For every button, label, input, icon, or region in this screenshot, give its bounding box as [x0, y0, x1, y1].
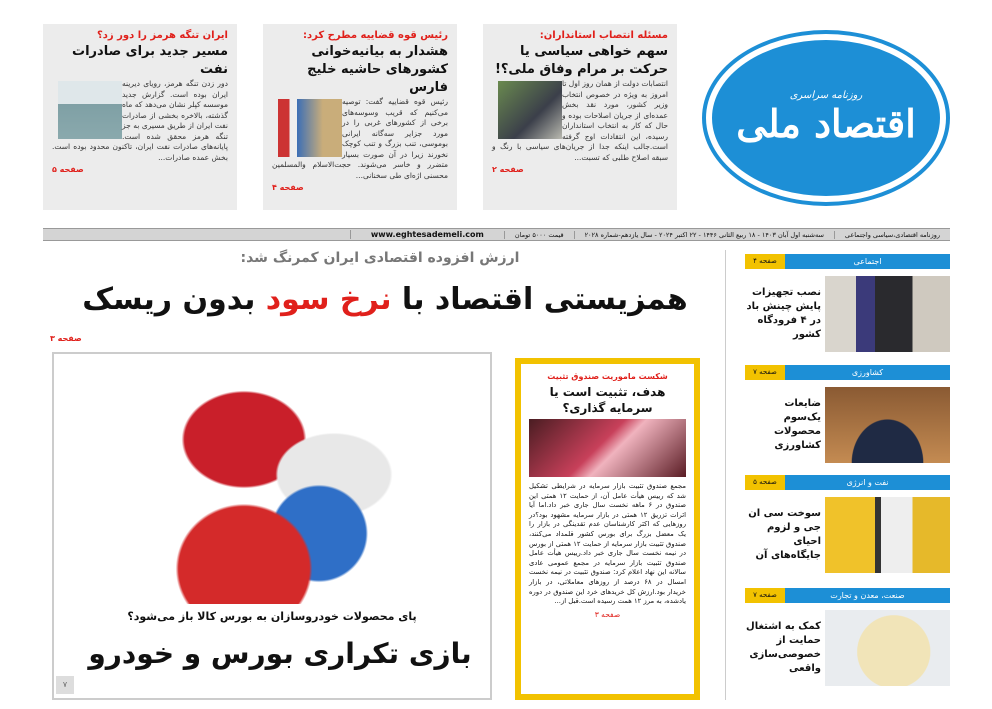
story-kicker: ایران تنگه هرمز را دور زد؟ — [96, 30, 228, 41]
section-photo — [825, 497, 950, 573]
section-headline[interactable]: کمک به اشتغال حمایت از خصوصی‌سازی واقعی — [746, 621, 821, 674]
column-divider — [725, 250, 726, 700]
masthead-logo[interactable] — [702, 30, 950, 206]
lead-title-part2: بدون ریسک — [82, 282, 266, 317]
section-photo — [825, 276, 950, 352]
price: قیمت ۵۰۰۰ تومان — [504, 231, 574, 239]
feature-page-link[interactable]: صفحه ۳ — [594, 609, 621, 619]
cars-story[interactable] — [52, 352, 492, 700]
section-page-link[interactable]: صفحه ۴ — [745, 254, 785, 269]
lead-headline[interactable] — [50, 280, 720, 320]
section-social[interactable] — [745, 254, 950, 362]
section-photo — [825, 387, 950, 463]
top-story-3[interactable] — [43, 24, 237, 210]
story-photo — [278, 99, 342, 157]
story-title[interactable]: هشدار به بیانیه‌خوانی کشورهای حاشیه خلیج فارس — [307, 44, 448, 95]
section-headline[interactable]: ضایعات یک‌سوم محصولات کشاورزی — [773, 398, 821, 451]
section-photo — [825, 610, 950, 686]
cars-title[interactable]: بازی تکراری بورس و خودرو — [88, 637, 472, 670]
paper-type: روزنامه اقتصادی،سیاسی واجتماعی — [834, 231, 950, 239]
story-page-link[interactable]: صفحه ۲ — [492, 165, 524, 174]
section-headline[interactable]: سوخت سی ان جی و لزوم احیای جایگاه‌های آن — [748, 508, 821, 561]
issue-date: سه‌شنبه اول آبان ۱۴۰۳ - ۱۸ ربیع الثانی ۱۴۴۶ - ۲۲ اکتبر ۲۰۲۴ - سال یازدهم-شماره ۲۰۲۸ — [574, 231, 834, 239]
section-oil-energy[interactable] — [745, 475, 950, 583]
section-name[interactable]: اجتماعی — [853, 257, 882, 266]
story-page-link[interactable]: صفحه ۴ — [272, 183, 304, 192]
lead-title-highlight: نرخ سود — [265, 282, 392, 317]
lead-kicker: ارزش افزوده اقتصادی ایران کمرنگ شد: — [240, 250, 520, 266]
section-page-link[interactable]: صفحه ۷ — [745, 588, 785, 603]
cars-kicker: پای محصولات خودروسازان به بورس کالا باز می‌شود؟ — [127, 610, 417, 623]
story-photo — [58, 81, 122, 139]
feature-box[interactable] — [515, 358, 700, 700]
section-page-link[interactable]: صفحه ۵ — [745, 475, 785, 490]
story-body: دور زدن تنگه هرمز، رویای دیرینه ایران بوده است. گزارش جدید موسسه کپلر نشان می‌دهد که ماه گذشته، بالاخره بخشی از صادرات نفت ایران از طریق مسیری به جز تنگه هرمز محقق شده است. پایانه‌های صادرات نفت ایران، تاکنون محدود بوده است. بخش عمده صادرات... — [52, 79, 228, 162]
section-headline[interactable]: نصب تجهیزات پایش چینش باد در ۴ فرودگاه کشور — [746, 287, 821, 340]
masthead-name: اقتصاد ملی — [736, 101, 916, 146]
feature-body: مجمع صندوق تثبیت بازار سرمایه در شرایطی تشکیل شد که رییس هیأت عامل آن، از حمایت ۱۲ همتی این صندوق در ۶ ماهه نخست سال جاری خبر داد.اما آیا اثرات تزریق ۱۲ همتی در بازار سرمایه مشهود بود؟در روزهایی که اکثر کارشناسان عدم تقدینگی در بازار را یک معضل بزرگ برای بورس کشور قلمداد می‌کنند، صندوق تثبیت بازار سرمایه از حمایت ۱۲ همتی از بورس در نیمه نخست سال جاری خبر داد.رییس هیأت عامل صندوق تثبیت بازار سرمایه در مجمع عمومی عادی سالانه این نهاد اعلام کرد: صندوق تثبیت در نیمه نخست امسال در ۶۸ درصد از روزهای معاملاتی، در بازار خریدار بود.ارزش کل خریدهای خرد این صندوق در دوره یادشده، به مرز ۱۲ همت رسیده است.قبل از... — [529, 482, 686, 606]
top-story-2[interactable] — [263, 24, 457, 210]
feature-photo — [529, 419, 686, 477]
story-kicker: رئیس قوه قضاییه مطرح کرد: — [303, 30, 448, 41]
section-name[interactable]: صنعت، معدن و تجارت — [830, 591, 905, 600]
website-link[interactable]: www.eghtesademeli.com — [350, 230, 504, 239]
section-industry-trade[interactable] — [745, 588, 950, 696]
story-kicker: مسئله انتصاب استانداران: — [539, 30, 668, 41]
cars-photo — [154, 369, 454, 604]
lead-page-link[interactable]: صفحه ۳ — [50, 334, 82, 343]
section-name[interactable]: کشاورزی — [851, 368, 884, 377]
story-body: رئیس قوه قضاییه گفت: توصیه می‌کنیم که قریب وسوسه‌های برخی از کشورهای غربی را در مورد جزایر سه‌گانه ایرانی بوموسی، تنب بزرگ و تنب کوچک نخورند زیرا در آن صورت بسیار متضرر و خاسر می‌شوند. حجت‌الاسلام والمسلمین محسنی اژه‌ای طی سخنانی... — [272, 97, 448, 180]
feature-kicker: شکست ماموریت صندوق تثبیت — [547, 372, 668, 381]
story-title[interactable]: مسیر جدید برای صادرات نفت — [72, 44, 228, 77]
section-page-link[interactable]: صفحه ۷ — [745, 365, 785, 380]
issue-info-bar — [43, 228, 950, 241]
cars-page-link[interactable]: ۷ — [56, 676, 74, 694]
section-agriculture[interactable] — [745, 365, 950, 473]
story-body: انتصابات دولت از همان روز اول تا امروز به ویژه در خصوص انتخاب وزیر کشور، مورد نقد بخش عمده‌ای از جریان اصلاحات بوده و حال که کار به انتخاب استانداران رسیده، این انتقادات اوج گرفته است.جالب اینکه جدا از جریان‌های سیاسی با رنگ و سبقه اصلاح طلبی که تسبت... — [492, 79, 668, 162]
masthead-tagline: روزنامه سراسری — [789, 90, 863, 101]
story-title[interactable]: سهم خواهی سیاسی یا حرکت بر مرام وفاق ملی؟! — [494, 44, 668, 77]
feature-title[interactable]: هدف، تثبیت است یا سرمایه گذاری؟ — [549, 385, 666, 415]
story-page-link[interactable]: صفحه ۵ — [52, 165, 84, 174]
top-story-1[interactable] — [483, 24, 677, 210]
story-photo — [498, 81, 562, 139]
lead-title-part1: همزیستی اقتصاد با — [391, 282, 688, 317]
section-name[interactable]: نفت و انرژی — [846, 478, 889, 487]
